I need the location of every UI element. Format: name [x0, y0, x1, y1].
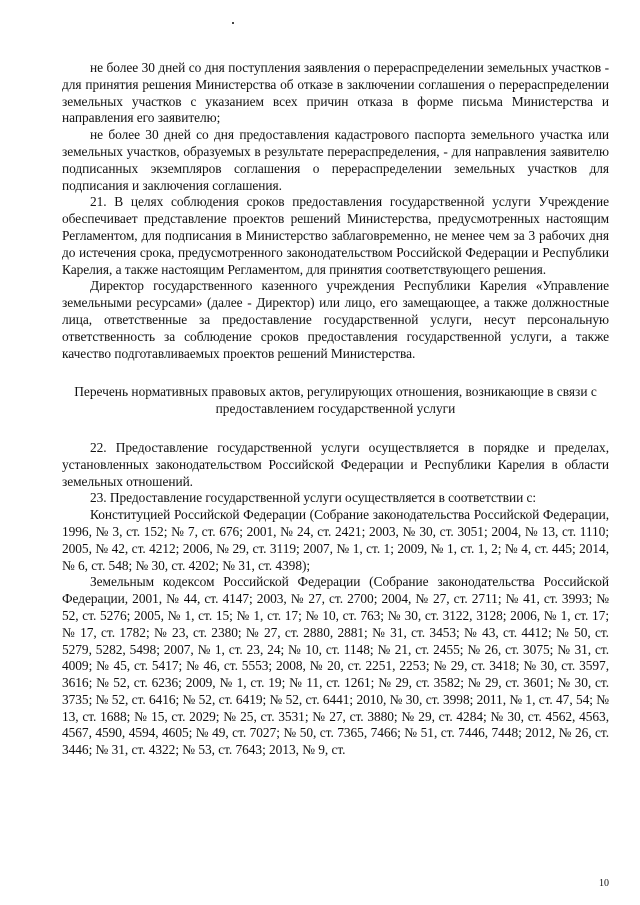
paragraph-23: 23. Предоставление государственной услуги осуществляется в соответствии с: [90, 490, 537, 506]
paragraph-constitution: Конституцией Российской Федерации (Собрание законодательства Российской Федерации, 1996, № 3, ст. 152; № 7, ст. 676; 2001, № 24, ст. 2421; 2003, № 30, ст. 3051; 2004, № 13, ст. 1110; 2005, № 42, ст. 4212; 2006, № 29, ст. 3119; 2007, № 1, ст. 1; 2009, № 1, ст. 1, 2; № 4, ст. 445; 2014, № 6, ст. 548; № 30, ст. 4202; № 31, ст. 4398); [62, 507, 609, 573]
section-heading: Перечень нормативных правовых актов, регулирующих отношения, возникающие в связи с предоставлением государственной услуги [74, 384, 597, 417]
paragraph-deadline-refusal: не более 30 дней со дня поступления заявления о перераспределении земельных участков - для принятия решения Министерства об отказе в заключении соглашения о перераспределении земельных участков с указанием всех причин отказа в форме письма Министерства и направления его заявителю; [62, 60, 609, 126]
paragraph-deadline-agreement: не более 30 дней со дня предоставления кадастрового паспорта земельного участка или земельных участков, образуемых в результате перераспределения, - для направления заявителю подписанных экземпляров соглашения о перераспределении земельных участков для подписания и заключения соглашения. [62, 127, 609, 193]
page-number: 10 [599, 878, 609, 889]
paragraph-21: 21. В целях соблюдения сроков предоставления государственной услуги Учреждение обеспечивает представление проектов решений Министерства, предусмотренных настоящим Регламентом, для подписания в Министерство заблаговременно, не менее чем за 3 рабочих дня до истечения срока, предусмотренного законодательством Российской Федерации и Республики Карелия, а также настоящим Регламентом, для принятия соответствующего решения. [62, 194, 609, 277]
paragraph-22: 22. Предоставление государственной услуги осуществляется в порядке и пределах, установленных законодательством Российской Федерации и Республики Карелия в области земельных отношений. [62, 439, 609, 489]
scan-speck [232, 22, 234, 24]
paragraph-director-responsibility: Директор государственного казенного учреждения Республики Карелия «Управление земельными ресурсами» (далее - Директор) или лицо, его замещающее, а также должностные лица, ответственные за предоставление государственной услуги, несут персональную ответственность за соблюдение сроков предоставления государственной услуги, а также качество подготавливаемых проектов решений Министерства. [62, 278, 609, 361]
paragraph-land-code: Земельным кодексом Российской Федерации (Собрание законодательства Российской Федерации, 2001, № 44, ст. 4147; 2003, № 27, ст. 2700; 2004, № 27, ст. 2711; № 41, ст. 3993; № 52, ст. 5276; 2005, № 1, ст. 15; № 1, ст. 17; № 10, ст. 763; № 30, ст. 3122, 3128; 2006, № 1, ст. 17; № 17, ст. 1782; № 23, ст. 2380; № 27, ст. 2880, 2881; № 31, ст. 3453; № 43, ст. 4412; № 50, ст. 5279, 5282, 5498; 2007, № 1, ст. 23, 24; № 10, ст. 1148; № 21, ст. 2455; № 26, ст. 3075; № 31, ст. 4009; № 45, ст. 5417; № 46, ст. 5553; 2008, № 20, ст. 2251, 2253; № 29, ст. 3418; № 30, ст. 3597, 3616; № 52, ст. 6236; 2009, № 1, ст. 19; № 11, ст. 1261; № 29, ст. 3582; № 29, ст. 3601; № 30, ст. 3735; № 52, ст. 6416; № 52, ст. 6419; № 52, ст. 6441; 2010, № 30, ст. 3998; 2011, № 1, ст. 47, 54; № 13, ст. 1688; № 15, ст. 2029; № 25, ст. 3531; № 27, ст. 3880; № 29, ст. 4284; № 30, ст. 4562, 4563, 4567, 4590, 4594, 4605; № 49, ст. 7027; № 50, ст. 7365, 7466; № 51, ст. 7446, 7448; 2012, № 26, ст. 3446; № 31, ст. 4322; № 53, ст. 7643; 2013, № 9, ст. [62, 574, 609, 758]
